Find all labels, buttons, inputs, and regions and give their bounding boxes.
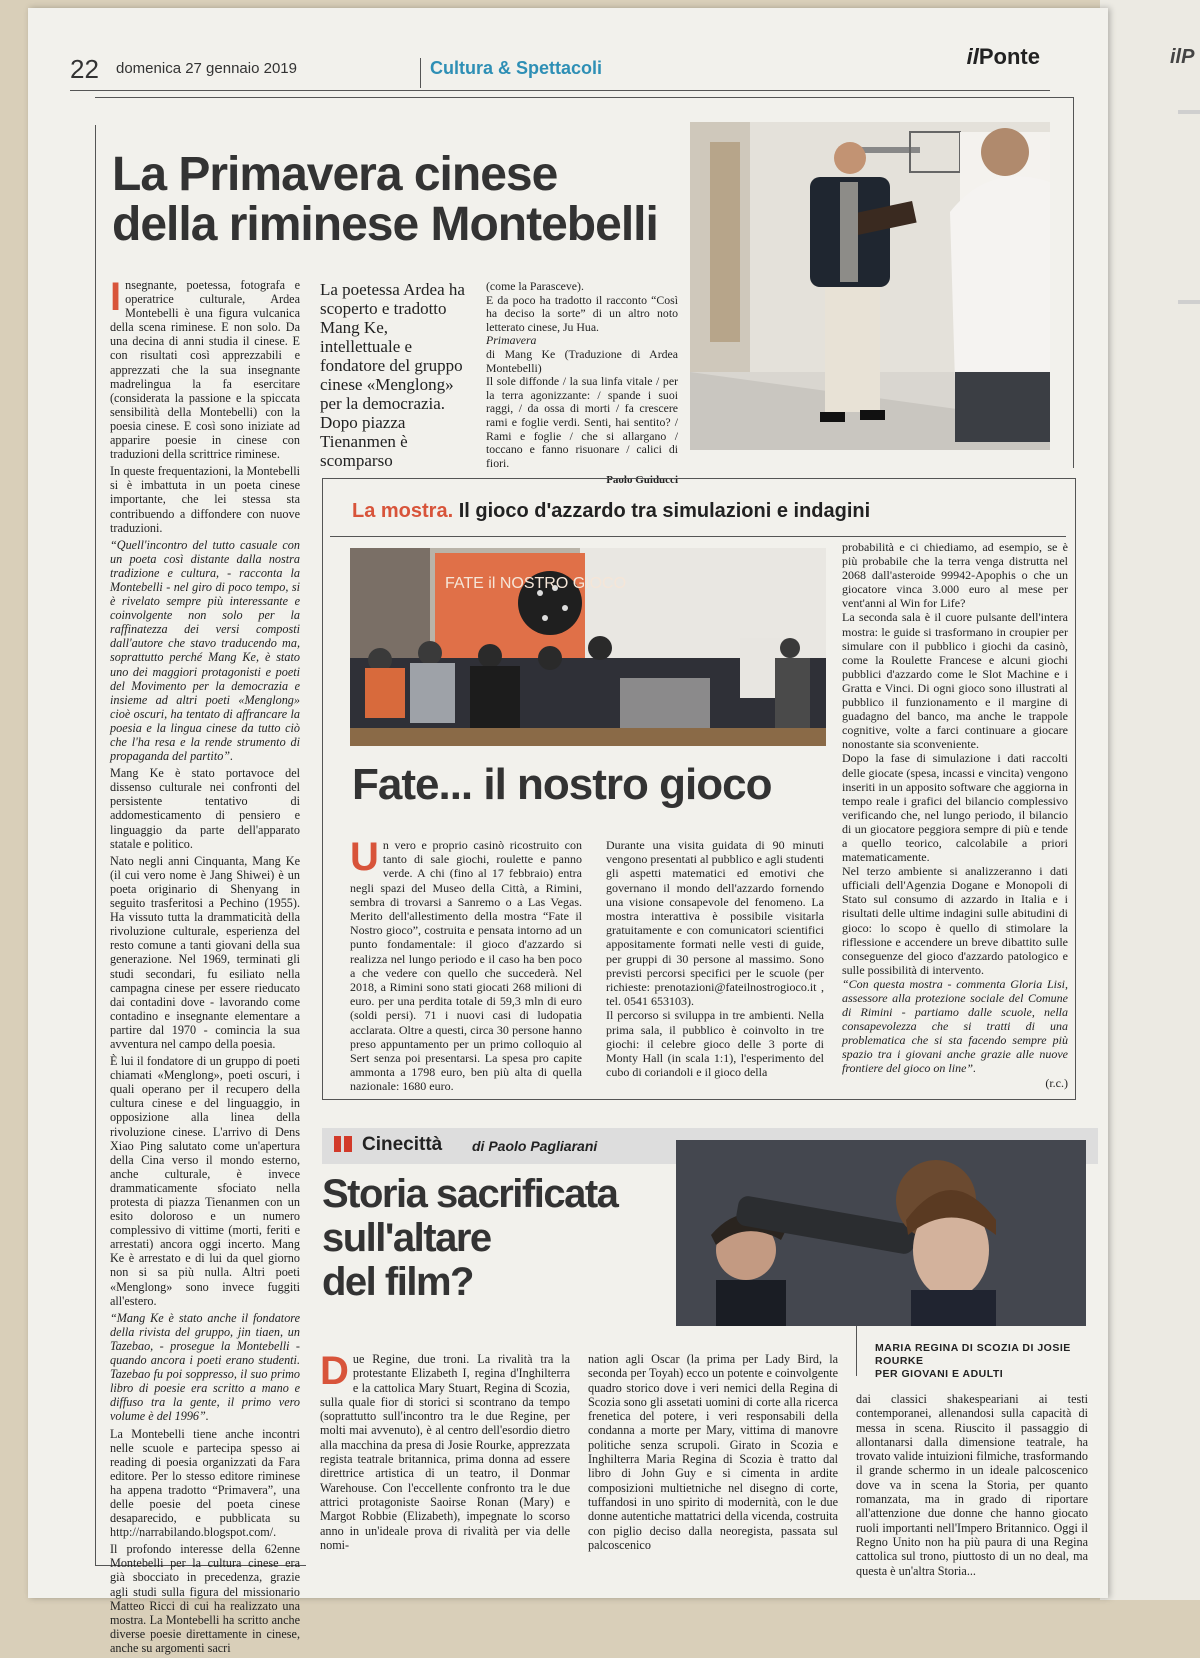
article-column: nation agli Oscar (la prima per Lady Bird, la seconda per Toyah) ecco un potente e coinvolgente quadro storico dove i veri nemici della Regina di Scozia sono gli assetati uomini di corte alla ricerca frenetica del potere, i veri responsabili della condanna a morte per Mary, vittima di manovre politiche senza scrupoli. Girato in Scozia e Inghilterra Maria Regina di Scozia è tratto dal libro di John Guy e si cimenta in ardite composizioni multietniche nel disegno di corte, tuffandosi in uno spirito di modernità, con le due donne autentiche mattatrici della vicenda, costruita con piglio deciso dalla neoregista, passata sul palcoscenico xyxy=(588,1352,838,1552)
rubric-title: Cinecittà xyxy=(362,1134,443,1155)
logo-prefix: il xyxy=(966,44,979,69)
paragraph: È lui il fondatore di un gruppo di poeti chiamati «Menglong», poeti oscuri, i quali operano per il recupero della cultura cinese e del linguaggio, in opposizione alla linea della rivoluzione cinese. L'arrivo di Dens Xiao Ping salutato come un'apertura della Cina verso il mondo esterno, anche culturale, è invece drammaticamente sfociato nella protesta di piazza Tienanmen con un esito doloroso e un numero complessivo di vittime (morti, feriti e arrestati) ancora oggi incerto. Mang Ke è arrestato e di lui da quel giorno non si sa più nulla. Altri poeti «Menglong» sono invece fuggiti all'estero. xyxy=(110,1054,300,1308)
paragraph: (come la Parasceve). xyxy=(486,279,584,293)
title-line: sull'altare xyxy=(322,1216,491,1260)
quote: “Quell'incontro del tutto casuale con un poeta così distante dalla nostra tradizione e cultura, - racconta la Montebelli - nel giro di poco tempo, si è rivelato sempre più interessante e coinvolgente non solo per la raffinatezza dei versi composti dall'autore che stavo traducendo ma, soprattutto perché Mang Ke, è stato uno dei maggiori protagonisti e poeti del Movimento per la democrazia e insieme ad altri poeti «Menglong» cioè oscuri, ha tentato di affrancare la poesia e la lingua cinese da tutto ciò che l'ha resa e la rende strumento di propaganda del partito”. xyxy=(110,537,300,764)
divider xyxy=(856,1326,857,1376)
divider xyxy=(420,58,421,88)
paragraph: ue Regine, due troni. La rivalità tra la protestante Elizabeth I, regina d'Inghilterra e la cattolica Mary Stuart, Regina di Scozia, sulla quale fior di storici si scontrano da tempo (soprattutto sull'incontro tra le due Regine, per molti mai avvenuto), è al centro dell'esordio dietro alla macchina da presa di Josie Rourke, apprezzata regista teatrale britannica, prima donna ad essere direttrice artistica di un teatro, il Donmar Warehouse. Con l'eccellente confronto tra le due attrici protagoniste Saoirse Ronan (Mary) e Margot Robbie (Elizabeth), impegnate lo scorso anno in un'ideale prova di rivalità per via delle nomi- xyxy=(320,1352,570,1552)
article-photo-reading xyxy=(690,122,1050,450)
signature: (r.c.) xyxy=(1045,1075,1068,1090)
exhibition-photo xyxy=(350,548,826,746)
exhibition-title: Fate... il nostro gioco xyxy=(352,760,772,809)
article-column: Durante una visita guidata di 90 minuti vengono presentati al pubblico e agli studenti gli aspetti matematici ed emotivi che governano il mondo dell'azzardo fornendo una visione consapevole del fenomeno. La mostra interattiva è possibile visitarla gratuitamente e con comunicatori scientifici appositamente formati nelle vesti di guide, per gruppi di 30 persone al massimo. Sono previsti percorsi specifici per le scuole (per richieste: prenotazioni@fateilnostrogioco.it , tel. 0541 653103). Il percorso si sviluppa in tre ambienti. Nella prima sala, il pubblico è coinvolto in tre giochi: il celebre gioco delle 3 porte di Monty Hall (in scala 1:1), l'esperimento del cubo di coriandoli e il gioco della xyxy=(606,838,824,1080)
logo-main: Ponte xyxy=(978,44,1040,69)
paragraph: La Montebelli tiene anche incontri nelle scuole e partecipa spesso ai reading di poesia organizzati da Fara editore. Per lo stesso editore riminese ha appena tradotto “Primavera”, una delle poesie del poeta cinese desaparecido, e pubblicata su http://narrabilando.blogspot.com/. xyxy=(110,1426,300,1540)
photo-caption xyxy=(875,1342,1071,1381)
reading-scene-image xyxy=(690,122,1050,450)
divider xyxy=(1178,300,1200,304)
exhibition-scene-image xyxy=(350,548,826,746)
poem-title: Primavera xyxy=(486,333,537,348)
drop-cap: D xyxy=(320,1349,349,1393)
article-column xyxy=(320,1349,570,1552)
divider xyxy=(330,536,1066,537)
issue-date: domenica 27 gennaio 2019 xyxy=(116,60,297,77)
paragraph: In queste frequentazioni, la Montebelli si è imbattuta in un poeta cinese importante, che lei stessa sta contribuendo a diffondere con nuove traduzioni. xyxy=(110,464,300,535)
standfirst: La poetessa Ardea ha scoperto e tradotto Mang Ke, intellettuale e fondatore del gruppo cinese «Menglong» per la democrazia. Dopo piazza Tienanmen è scomparso xyxy=(320,280,465,470)
section-title: Cultura & Spettacoli xyxy=(430,58,603,78)
paragraph: n vero e proprio casinò ricostruito con tanto di sale giochi, roulette e panno verde. A chi (fino al 17 febbraio) entra negli spazi del Museo della Città, a Rimini, sembra di trovarsi a Sanremo o a Las Vegas. Merito dell'allestimento della mostra “Fate il Nostro gioco”, costruita e pensata intorno ad un punto fondamentale: il gioco d'azzardo si realizza nel lungo periodo e il caso ha ben poco a che vedere con quello che succederà. Nel 2018, a Rimini sono stati giocati 268 milioni di euro. per una perdita totale di 59,3 mln di euro (soldi persi). 71 i nuovi casi di ludopatia acclarata. Oltre a questi, circa 30 persone hanno preso appuntamento per un primo colloquio al Sert senza poi presentarsi. La spesa pro capite ammonta a 1798 euro, ben più alta di quella nazionale: 1680 euro. xyxy=(350,838,582,1094)
adjacent-page-logo: ilP xyxy=(1170,46,1195,68)
title-line: Storia sacrificata xyxy=(322,1172,618,1216)
title-line: La Primavera cinese xyxy=(112,148,558,201)
poem-credit: di Mang Ke (Traduzione di Ardea Montebelli) xyxy=(486,346,678,375)
caption-line: MARIA REGINA DI SCOZIA DI JOSIE xyxy=(875,1342,1071,1354)
paragraph: probabilità e ci chiediamo, ad esempio, se è più probabile che la terra venga distrutta nel 2068 dall'asteroide 99942-Apophis o che un giocatore vinca 3.000 euro al mese per vent'anni al Win for Life? La seconda sala è il cuore pulsante dell'intera mostra: le guide si trasformano in croupier per simulare con il pubblico i giochi da casinò, come la Roulette Francese e alcuni giochi pubblici d'azzardo come le Slot Machine e i Gratta e Vinci. Di ogni gioco sono illustrati al pubblico il funzionamento e il margine di guadagno del banco, ma anche le trappole cognitive, volte a farci continuare a giocare nonostante sia sconveniente. xyxy=(842,540,1068,752)
film-review-title xyxy=(322,1172,617,1304)
caption-line: ROURKE xyxy=(875,1355,924,1367)
banner-text: FATE il NOSTRO GIOCO xyxy=(445,575,627,592)
film-still-image xyxy=(676,1140,1086,1326)
article-column xyxy=(842,540,1068,1090)
caption-line: PER GIOVANI E ADULTI xyxy=(875,1368,1004,1380)
title-line: della riminese Montebelli xyxy=(112,198,658,251)
kicker-headline: Il gioco d'azzardo tra simulazioni e indagini xyxy=(458,500,871,522)
paragraph: Il profondo interesse della 62enne Montebelli per la cultura cinese era già sbocciato in precedenza, grazie agli studi sulla figura del missionario Matteo Ricci di cui ha realizzato una mostra. La Montebelli ha scritto anche diverse poesie direttamente in cinese, anche su argomenti sacri xyxy=(110,1542,300,1655)
quote: “Mang Ke è stato anche il fondatore della rivista del gruppo, jin tiaen, un Tazebao, - prosegue la Montebelli - quando ancora i poeti erano studenti. Tazebao fu poi soppresso, il suo primo libro di poesie era scritto a mano e diffuso tra la gente, il primo vero volume è del 1996”. xyxy=(110,1310,300,1424)
divider xyxy=(1178,110,1200,114)
drop-cap: I xyxy=(110,275,122,319)
paragraph: Nato negli anni Cinquanta, Mang Ke (il cui vero nome è Jang Shiwei) è un poeta originario di Shenyang in seguito trasferitosi a Pechino (1955). Ha vissuto tutta la drammaticità della rivoluzione culturale, esperienza del resto comune a tanti giovani della sua generazione. Nel 1969, terminati gli studi secondari, fu esiliato nella campagna cinese per essere rieducato dai contadini dove - lavorando come contadino e insegnante elementare a partire dal 1970 - comincia la sua avventura nel campo della poesia. xyxy=(110,853,300,1051)
newspaper-logo xyxy=(967,44,1040,70)
rubric-byline: di Paolo Pagliarani xyxy=(472,1138,598,1154)
kicker-label: La mostra. xyxy=(352,500,454,522)
article-column xyxy=(350,835,582,1094)
paragraph: Mang Ke è stato portavoce del dissenso culturale nei confronti del persistente tentativo di addomesticamento di pensiero e linguaggio da parte dell'apparato statale e politico. xyxy=(110,766,300,851)
paragraph: nsegnante, poetessa, fotografa e operatrice culturale, Ardea Montebelli è una figura vulcanica della scena riminese. E non solo. Da una decina di anni studia il cinese. E con risultati così apprezzabili e apprezzati che la sua insegnante madrelingua la fa esercitare (considerata la passione e la spiccata sensibilità della Montebelli) con la poesia cinese. E così sono iniziate ad apparire poesie in cinese con traduzioni della scrittrice riminese. xyxy=(110,278,300,462)
adjacent-page xyxy=(1100,0,1200,1600)
article-title xyxy=(112,150,658,250)
paragraph: E da poco ha tradotto il racconto “Così ha deciso la sorte” di un altro noto letterato cinese, Ju Hua. xyxy=(486,292,678,334)
article-column xyxy=(110,275,300,1658)
page-number: 22 xyxy=(70,54,99,84)
title-line: del film? xyxy=(322,1260,473,1304)
poem-text: Il sole diffonde / la sua linfa vitale / per la terra agonizzante: / spande i suoi raggi, / da ossa di morti / fa crescere rami e foglie verdi. Senti, hai sentito? / Rami e foglie / che si allargano / toccano e fanno risuonare / calici di fiori. xyxy=(486,374,678,470)
page-header xyxy=(70,44,1050,91)
quote: “Con questa mostra - commenta Gloria Lisi, assessore alla protezione sociale del Comune di Rimini - partiamo dalle scuole, nella consapevolezza che si tratti di una problematica che si sta facendo sempre più spazio tra i giovani anche grazie alle nuove frontiere del gioco on line”. xyxy=(842,976,1068,1076)
paragraph: Dopo la fase di simulazione i dati raccolti delle giocate (spesa, incassi e vincita) vengono inseriti in un apposito software che aggiorna in tempo reale i grafici del bilancio complessivo verificando che, nel lungo periodo, il bilancio di un giocatore peggiora sempre di più e tende a quello teorico, calcolabile a priori matematicamente. Nel terzo ambiente si analizzeranno i dati ufficiali dell'Agenzia Dogane e Monopoli di Stato sul consumo di azzardo in Italia e i risultati delle ultime indagini sulle abitudini di gioco: lo scopo è quello di stimolare la riflessione e accendere un breve dibattito sulle conseguenze del gioco d'azzardo patologico e sulle possibilità di intervento. xyxy=(842,751,1068,977)
article-kicker xyxy=(352,500,870,523)
article-column: dai classici shakespeariani ai testi contemporanei, allenandosi sulla capacità di messa in scena. Riuscito il passaggio di allontanarsi dalla dimensione teatrale, ha trovato valide intuizioni filmiche, trasformando il grande schermo in un ideale palcoscenico dove va in scena la Storia, per quanto romanzata, ma in grado di riportare all'attenzione due donne che hanno giocato ruoli importanti nell'Impero Britannico. Oggi il Regno Unito non ha più paura di una Regina cattolica sul trono, piuttosto di un no deal, ma questa è un'altra Storia... xyxy=(856,1392,1088,1578)
author-signature: Paolo Guiducci xyxy=(606,474,678,487)
film-still-photo xyxy=(676,1140,1086,1326)
drop-cap: U xyxy=(350,835,379,879)
article-column xyxy=(486,280,678,488)
rubric-marker-icon xyxy=(334,1136,352,1152)
